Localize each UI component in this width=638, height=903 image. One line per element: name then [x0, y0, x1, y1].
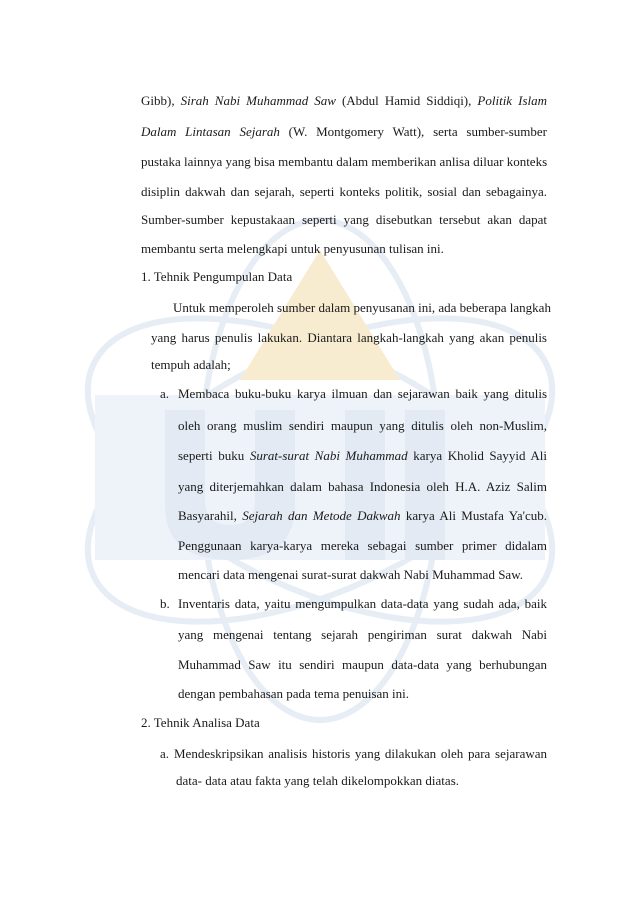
list-item-line: yang mengenai tentang sejarah pengiriman surat dakwah Nabi	[178, 627, 547, 642]
list-item-line: Basyarahil, Sejarah dan Metode Dakwah karya Ali Mustafa Ya'cub.	[178, 508, 547, 523]
paragraph-line: Untuk memperoleh sumber dalam penyusanan ini, ada beberapa langkah	[173, 300, 551, 315]
list-item-line: data- data atau fakta yang telah dikelompokkan diatas.	[176, 773, 459, 788]
list-marker: a.	[160, 386, 170, 401]
paragraph-line: disiplin dakwah dan sejarah, seperti konteks politik, sosial dan sebagainya.	[141, 184, 547, 199]
list-item-line: dengan pembahasan pada tema penuisan ini.	[178, 686, 410, 701]
list-item-line: Mendeskripsikan analisis historis yang dilakukan oleh para sejarawan	[174, 746, 547, 761]
list-item-line: Penggunaan karya-karya mereka sebagai sumber primer didalam	[178, 538, 547, 553]
paragraph-line: tempuh adalah;	[151, 357, 231, 372]
list-item-line: Membaca buku-buku karya ilmuan dan sejarawan baik yang ditulis	[178, 386, 547, 401]
paragraph-line: yang harus penulis lakukan. Diantara langkah-langkah yang akan penulis	[151, 330, 547, 345]
list-item-line: yang diterjemahkan dalam bahasa Indonesia oleh H.A. Aziz Salim	[178, 479, 547, 494]
paragraph-line: membantu serta melengkapi untuk penyusunan tulisan ini.	[141, 241, 444, 256]
list-marker: b.	[160, 596, 170, 611]
paragraph-line: pustaka lainnya yang bisa membantu dalam memberikan anlisa diluar konteks	[141, 154, 548, 169]
list-item-line: seperti buku Surat-surat Nabi Muhammad karya Kholid Sayyid Ali	[178, 448, 548, 463]
section-heading: 1. Tehnik Pengumpulan Data	[141, 269, 293, 284]
list-item-line: Muhammad Saw itu sendiri maupun data-data yang berhubungan	[178, 657, 547, 672]
list-item-line: mencari data mengenai surat-surat dakwah Nabi Muhammad Saw.	[178, 567, 523, 582]
paragraph-line: Gibb), Sirah Nabi Muhammad Saw (Abdul Hamid Siddiqi), Politik Islam	[141, 93, 547, 108]
paragraph-line: Sumber-sumber kepustakaan seperti yang disebutkan tersebut akan dapat	[141, 212, 547, 227]
paragraph-line: Dalam Lintasan Sejarah (W. Montgomery Watt), serta sumber-sumber	[141, 124, 547, 139]
list-item-line: Inventaris data, yaitu mengumpulkan data-data yang sudah ada, baik	[178, 596, 547, 611]
section-heading: 2. Tehnik Analisa Data	[141, 715, 260, 730]
list-marker: a.	[160, 746, 170, 761]
list-item-line: oleh orang muslim sendiri maupun yang ditulis oleh non-Muslim,	[178, 418, 547, 433]
